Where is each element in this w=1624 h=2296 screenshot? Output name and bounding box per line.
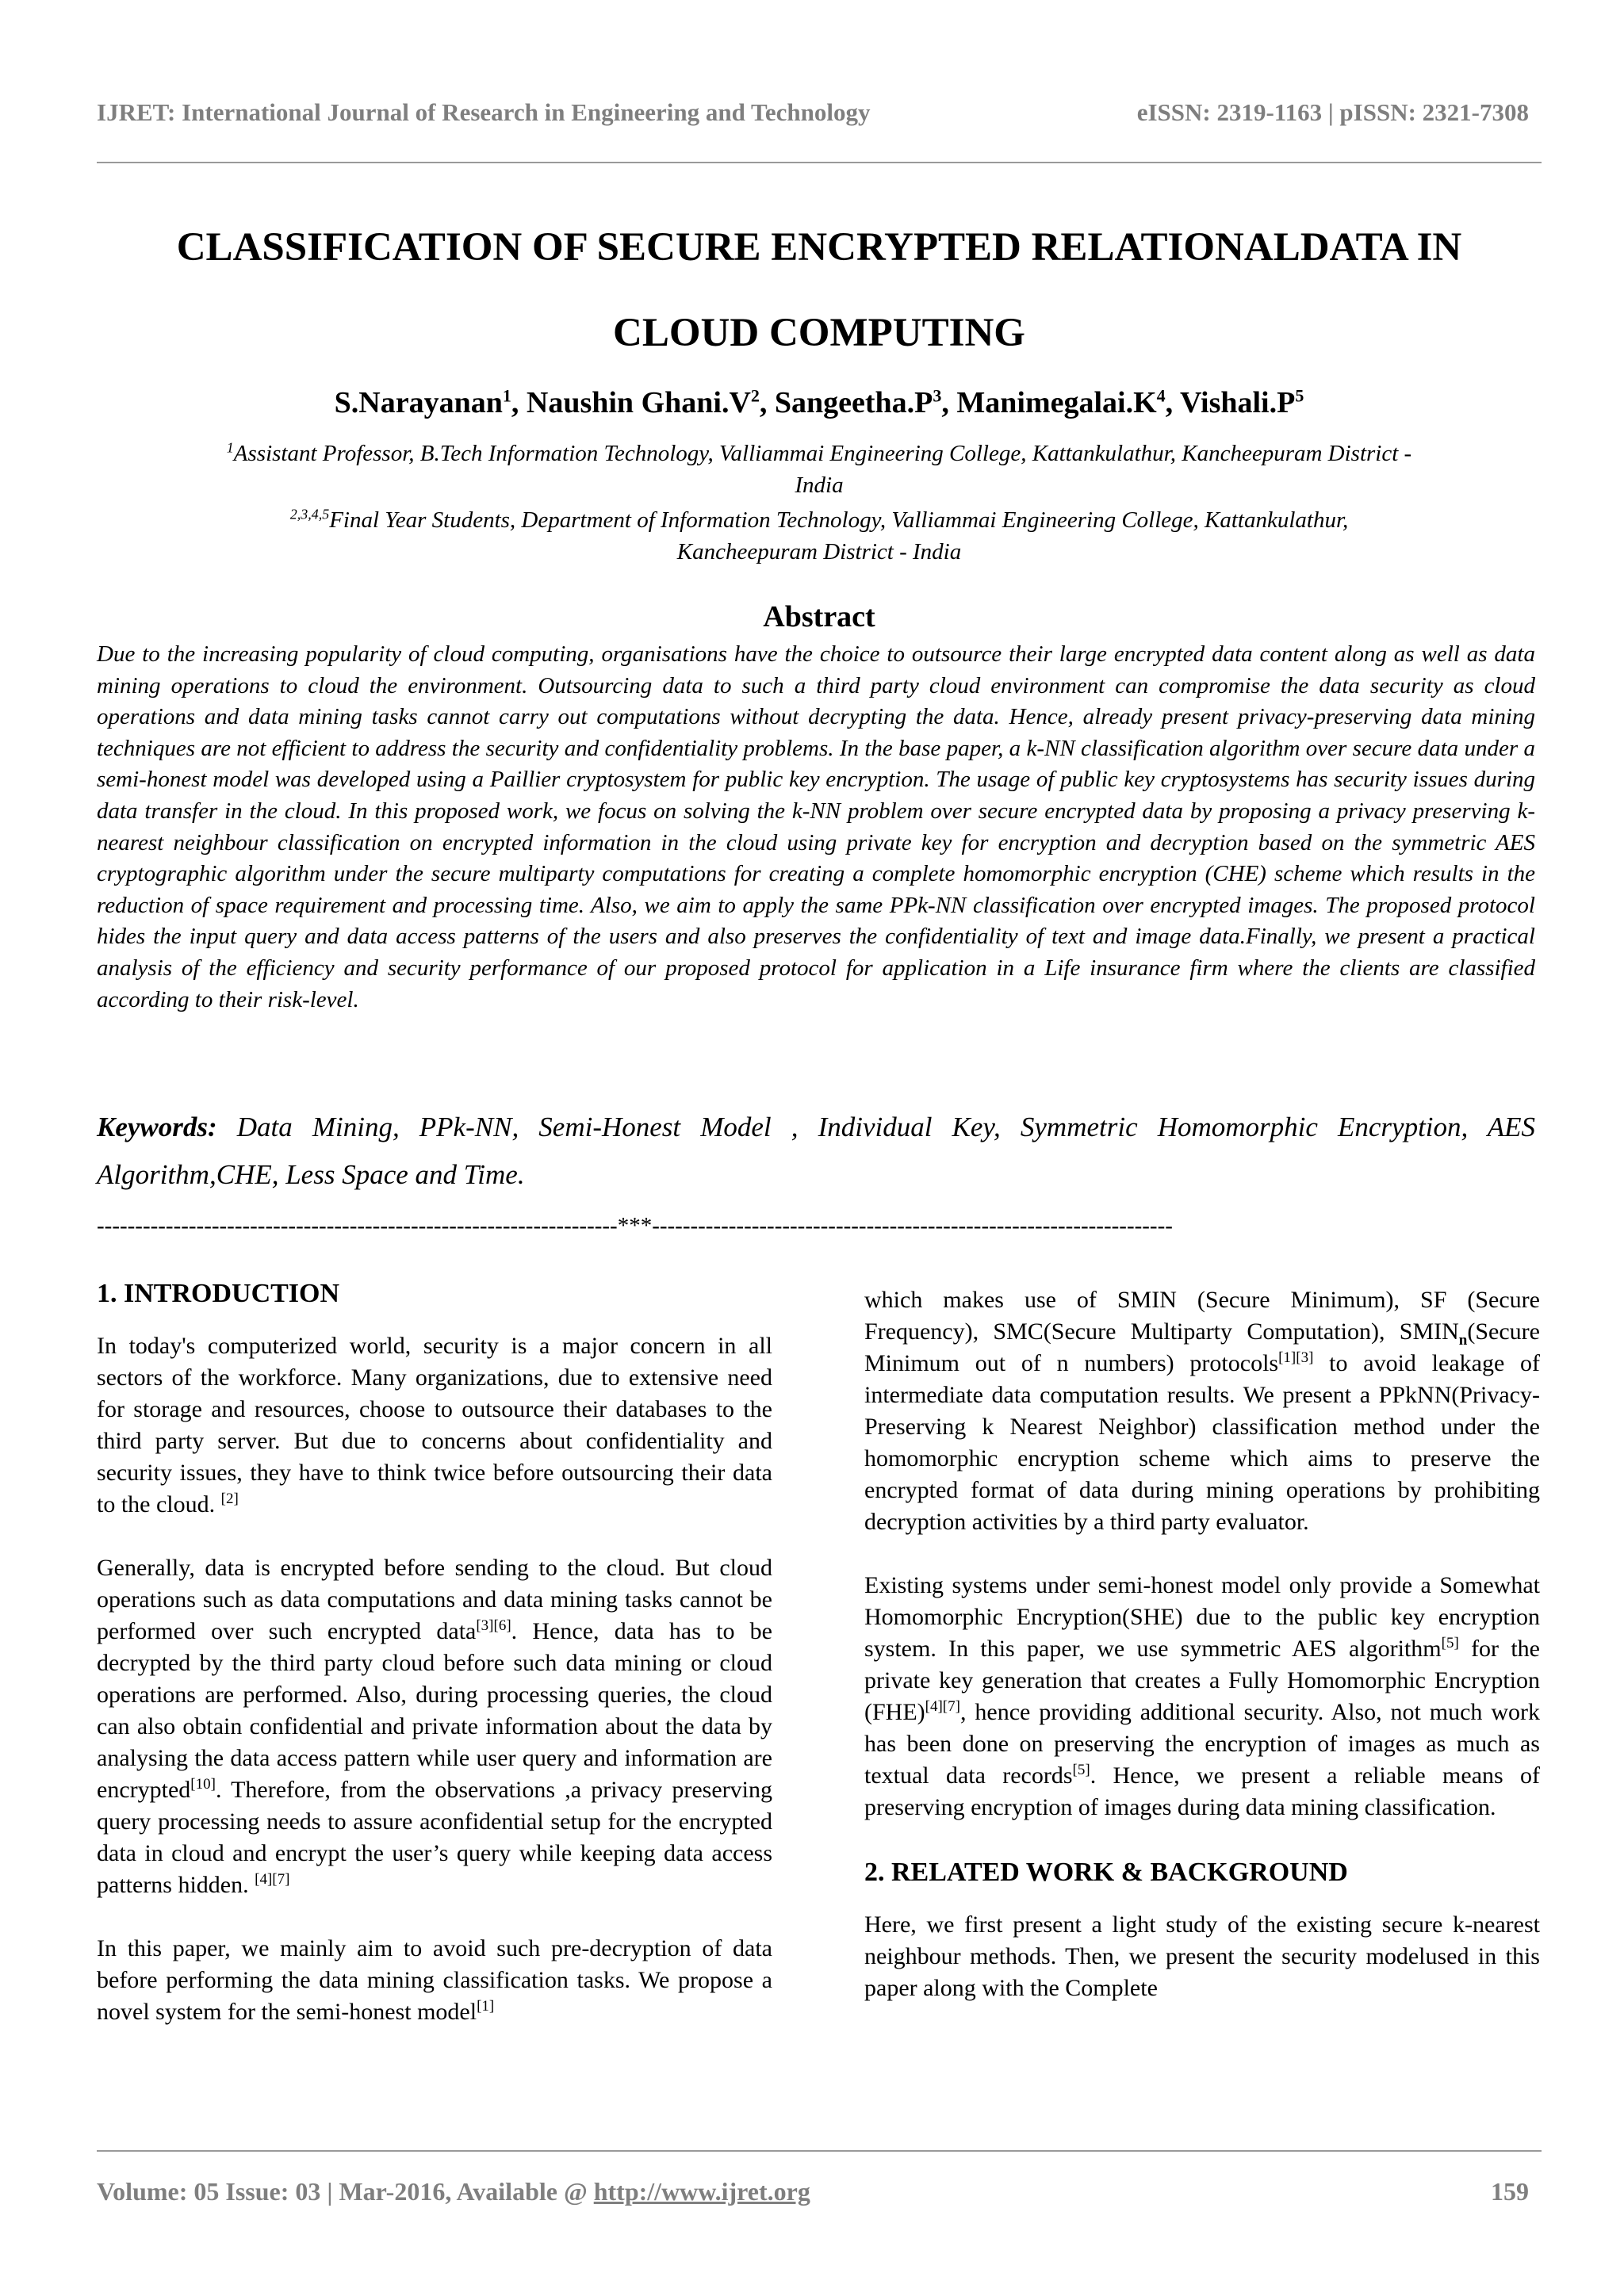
abstract-text: Due to the increasing popularity of cloud computing, organisations have the choice to outsource their large encrypted data content along as well as data mining operations to cloud the environment. Outsourcing data to such a third party cloud environment can compromise the data security as cloud operations and data mining tasks cannot carry out computations without decrypting the data. Hence, already present privacy-preserving data mining techniques are not efficient to address the security and confidentiality problems. In the base paper, a k-NN classification algorithm over secure data under a semi-honest model was developed using a Paillier cryptosystem for public key encryption. The usage of public key cryptosystems has security issues during data transfer in the cloud. In this proposed work, we focus on solving the k-NN problem over secure encrypted data by proposing a privacy preserving k-nearest neighbour classification on encrypted information in the cloud using private key for encryption and decryption based on the symmetric AES cryptographic algorithm under the secure multiparty computations for creating a complete homomorphic encryption (CHE) scheme which results in the reduction of space requirement and processing time. Also, we aim to apply the same PPk-NN classification over encrypted images. The proposed protocol hides the input query and data access patterns of the users and also preserves the confidentiality of text and image data.Finally, we present a practical analysis of the efficiency and security performance of our proposed protocol for application in a Life insurance firm where the clients are classified according to their risk-level. [97,641,1535,1012]
affiliation-2: $^{2,3,4,5}$Final Year Students, Department of Information Technology, Valliammai Engineering College, Kattankulathur, Kancheepuram District - India [289,506,1349,564]
paragraph: which makes use of SMIN (Secure Minimum), SF (Secure Frequency), SMC(Secure Multiparty Computation), $SMIN_n(Secure$ Minimum out of n numbers) protocols[1][3] to avoid leakage of intermediate data computation results. We present a PPkNN(Privacy-Preserving k Nearest Neighbor) classification method under the homomorphic encryption scheme which aims to preserve the encrypted format of data during mining operations by prohibiting decryption activities by a third party evaluator. [864,1287,1541,1535]
citation: [1][3] [1278,1349,1314,1366]
author: $Manimegalai.K^4$, [956,385,1180,419]
keywords-text: Data Mining, PPk-NN, Semi-Honest Model , Individual Key, Symmetric Homomorphic Encryption, AES Algorithm,CHE, Less Space and Time. [97,1112,1535,1190]
running-footer [97,2177,1529,2206]
citation: [4][7] [925,1698,960,1715]
citation: [4][7] [255,1871,290,1888]
citation: [1] [477,1998,495,2015]
paragraph: Generally, data is encrypted before sending to the cloud. But cloud operations such as data computations and data mining tasks cannot be performed over such encrypted data[3][6]. Hence, data has to be decrypted by the third party cloud before such data mining or cloud operations are performed. Also, during processing queries, the cloud can also obtain confidential and private information about the data by analysing the data access pattern while user query and information are encrypted[10]. Therefore, from the observations ,a privacy preserving query processing needs to assure aconfidential setup for the encrypted data in cloud and encrypt the user’s query while keeping data access patterns hidden. [4][7] [97,1555,772,1898]
footer-rule [97,2150,1542,2152]
citation: [3][6] [476,1617,511,1634]
running-header [97,98,1529,127]
left-column [97,1276,772,2060]
paragraph: In today's computerized world, security is a major concern in all sectors of the workforce. Many organizations, due to extensive need for storage and resources, choose to outsource their databases to the third party server. But due to concerns about confidentiality and security issues, they have to think twice before outsourcing their data to the cloud. [2] [97,1333,772,1517]
right-column [864,1284,1540,2036]
title-line-2: CLOUD COMPUTING [613,311,1025,355]
section-heading-introduction: 1. INTRODUCTION [97,1279,340,1308]
citation: [2] [220,1490,239,1507]
keywords [97,1104,1535,1199]
affiliation-1: $^1$Assistant Professor, B.Tech Information Technology, Valliammai Engineering College, Kattankulathur, Kancheepuram District - India [226,439,1412,498]
keywords-label: Keywords: [97,1112,217,1142]
author: S.Narayanan$^1$, [334,385,527,419]
issn: eISSN: 2319-1163 | pISSN: 2321-7308 [1136,98,1529,126]
author: $Sangeetha.P^3$, [774,385,957,419]
citation: [5] [1072,1762,1090,1778]
author: Naushin $Ghani.V^2$, [526,385,775,419]
paragraph: Here, we first present a light study of the existing secure k-nearest neighbour methods. Then, we present the security modelused in this paper along with the Complete [864,1911,1540,2001]
title-line-1: CLASSIFICATION OF SECURE ENCRYPTED RELATIONALDATA IN [176,225,1462,270]
paragraph: In this paper, we mainly aim to avoid such pre-decryption of data before performing the data mining classification tasks. We propose a novel system for the semi-honest model[1] [97,1935,772,2025]
page-number: 159 [1491,2177,1529,2206]
author: $Vishali.P^5$ [1179,385,1304,419]
section-separator: --------------------------------------------------------------------***-------------------------------------------------------------------- [97,1213,1173,1238]
section-heading-related-work: 2. RELATED WORK & BACKGROUND [864,1858,1348,1887]
paper-title [97,205,1542,376]
volume-info: Volume: 05 Issue: 03 | Mar-2016, Available @ http://www.ijret.org [97,2177,810,2206]
citation: [10] [190,1776,216,1793]
header-rule [97,162,1542,163]
paragraph: Existing systems under semi-honest model only provide a Somewhat Homomorphic Encryption(SHE) due to the public key encryption system. In this paper, we use symmetric AES algorithm[5] for the private key generation that creates a Fully Homomorphic Encryption (FHE)[4][7], hence providing additional security. Also, not much work has been done on preserving the encryption of images as much as textual data records[5]. Hence, we present a reliable means of preserving encryption of images during data mining classification. [864,1572,1540,1820]
journal-link[interactable]: http://www.ijret.org [593,2177,810,2206]
author-list [97,381,1542,425]
journal-name: IJRET: International Journal of Research in Engineering and Technology [97,98,871,126]
abstract-heading: Abstract [763,600,875,633]
citation: [5] [1441,1635,1459,1651]
